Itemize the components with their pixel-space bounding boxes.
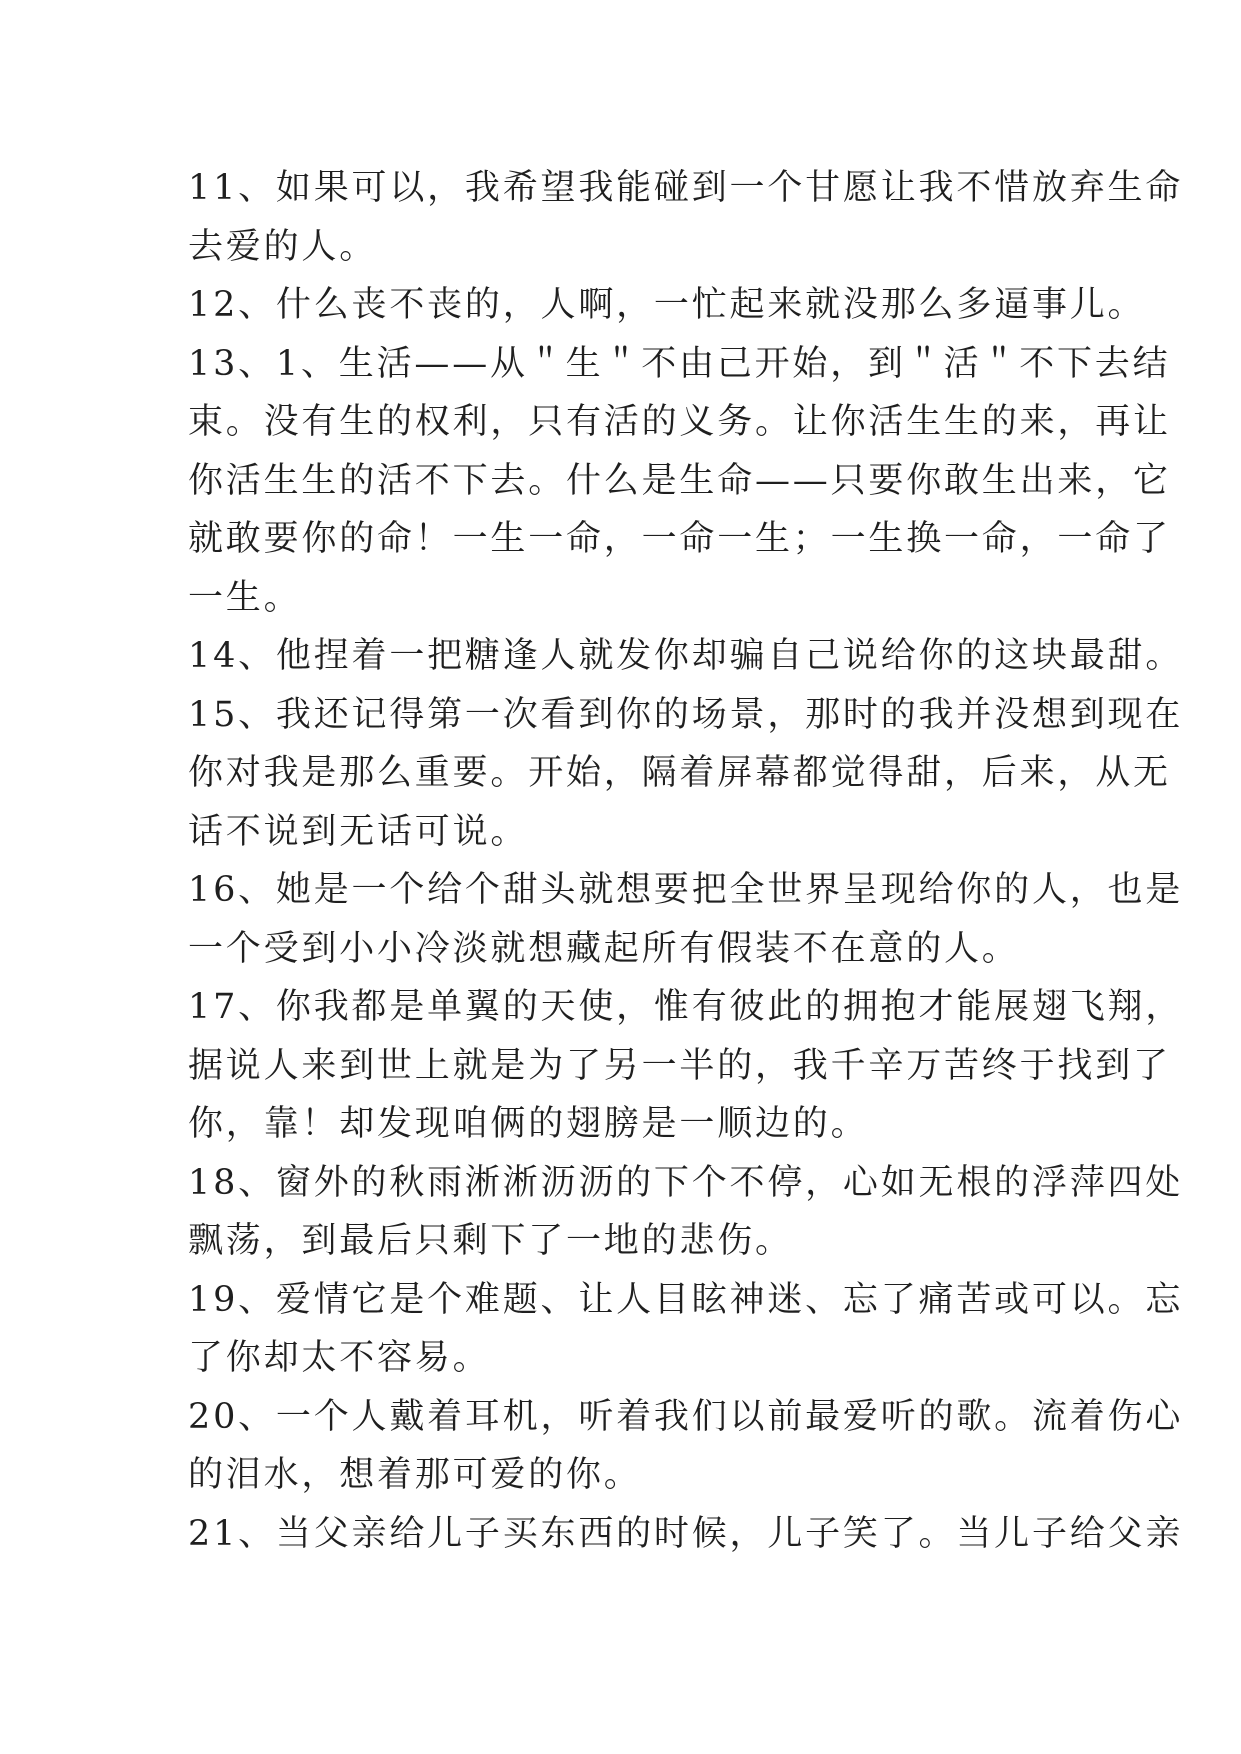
text-line: 17、你我都是单翼的天使，惟有彼此的拥抱才能展翅飞翔， — [188, 987, 1184, 1027]
text-line: 束。没有生的权利，只有活的义务。让你活生生的来，再让 — [188, 402, 1171, 442]
text-line: 14、他捏着一把糖逢人就发你却骗自己说给你的这块最甜。 — [188, 636, 1184, 676]
text-line: 一个受到小小冷淡就想藏起所有假装不在意的人。 — [188, 928, 1020, 969]
text-line: 的泪水，想着那可爱的你。 — [188, 1455, 642, 1495]
text-line: 15、我还记得第一次看到你的场景，那时的我并没想到现在 — [188, 694, 1184, 735]
text-line: 19、爱情它是个难题、让人目眩神迷、忘了痛苦或可以。忘 — [188, 1279, 1184, 1320]
text-line: 据说人来到世上就是为了另一半的，我千辛万苦终于找到了 — [188, 1045, 1171, 1086]
text-line: 你，靠！却发现咱俩的翅膀是一顺边的。 — [188, 1104, 869, 1144]
text-line: 16、她是一个给个甜头就想要把全世界呈现给你的人，也是 — [188, 870, 1184, 910]
text-line: 了你却太不容易。 — [188, 1338, 491, 1378]
document-body — [188, 159, 1184, 1563]
text-line: 一生。 — [188, 577, 302, 618]
text-line: 你活生生的活不下去。什么是生命——只要你敢生出来，它 — [188, 460, 1171, 501]
text-line: 18、窗外的秋雨淅淅沥沥的下个不停，心如无根的浮萍四处 — [188, 1162, 1184, 1203]
text-line: 20、一个人戴着耳机，听着我们以前最爱听的歌。流着伤心 — [188, 1396, 1184, 1437]
text-line: 飘荡，到最后只剩下了一地的悲伤。 — [188, 1221, 793, 1261]
text-line: 21、当父亲给儿子买东西的时候，儿子笑了。当儿子给父亲 — [188, 1513, 1184, 1554]
text-line: 就敢要你的命！一生一命，一命一生；一生换一命，一命了 — [188, 519, 1171, 559]
text-line: 13、1、生活——从＂生＂不由己开始，到＂活＂不下去结 — [188, 343, 1171, 384]
text-line: 话不说到无话可说。 — [188, 811, 529, 852]
text-line: 你对我是那么重要。开始，隔着屏幕都觉得甜，后来，从无 — [188, 753, 1171, 793]
text-line: 12、什么丧不丧的，人啊，一忙起来就没那么多逼事儿。 — [188, 285, 1146, 325]
text-line: 去爱的人。 — [188, 226, 378, 267]
text-line: 11、如果可以，我希望我能碰到一个甘愿让我不惜放弃生命 — [188, 168, 1184, 208]
